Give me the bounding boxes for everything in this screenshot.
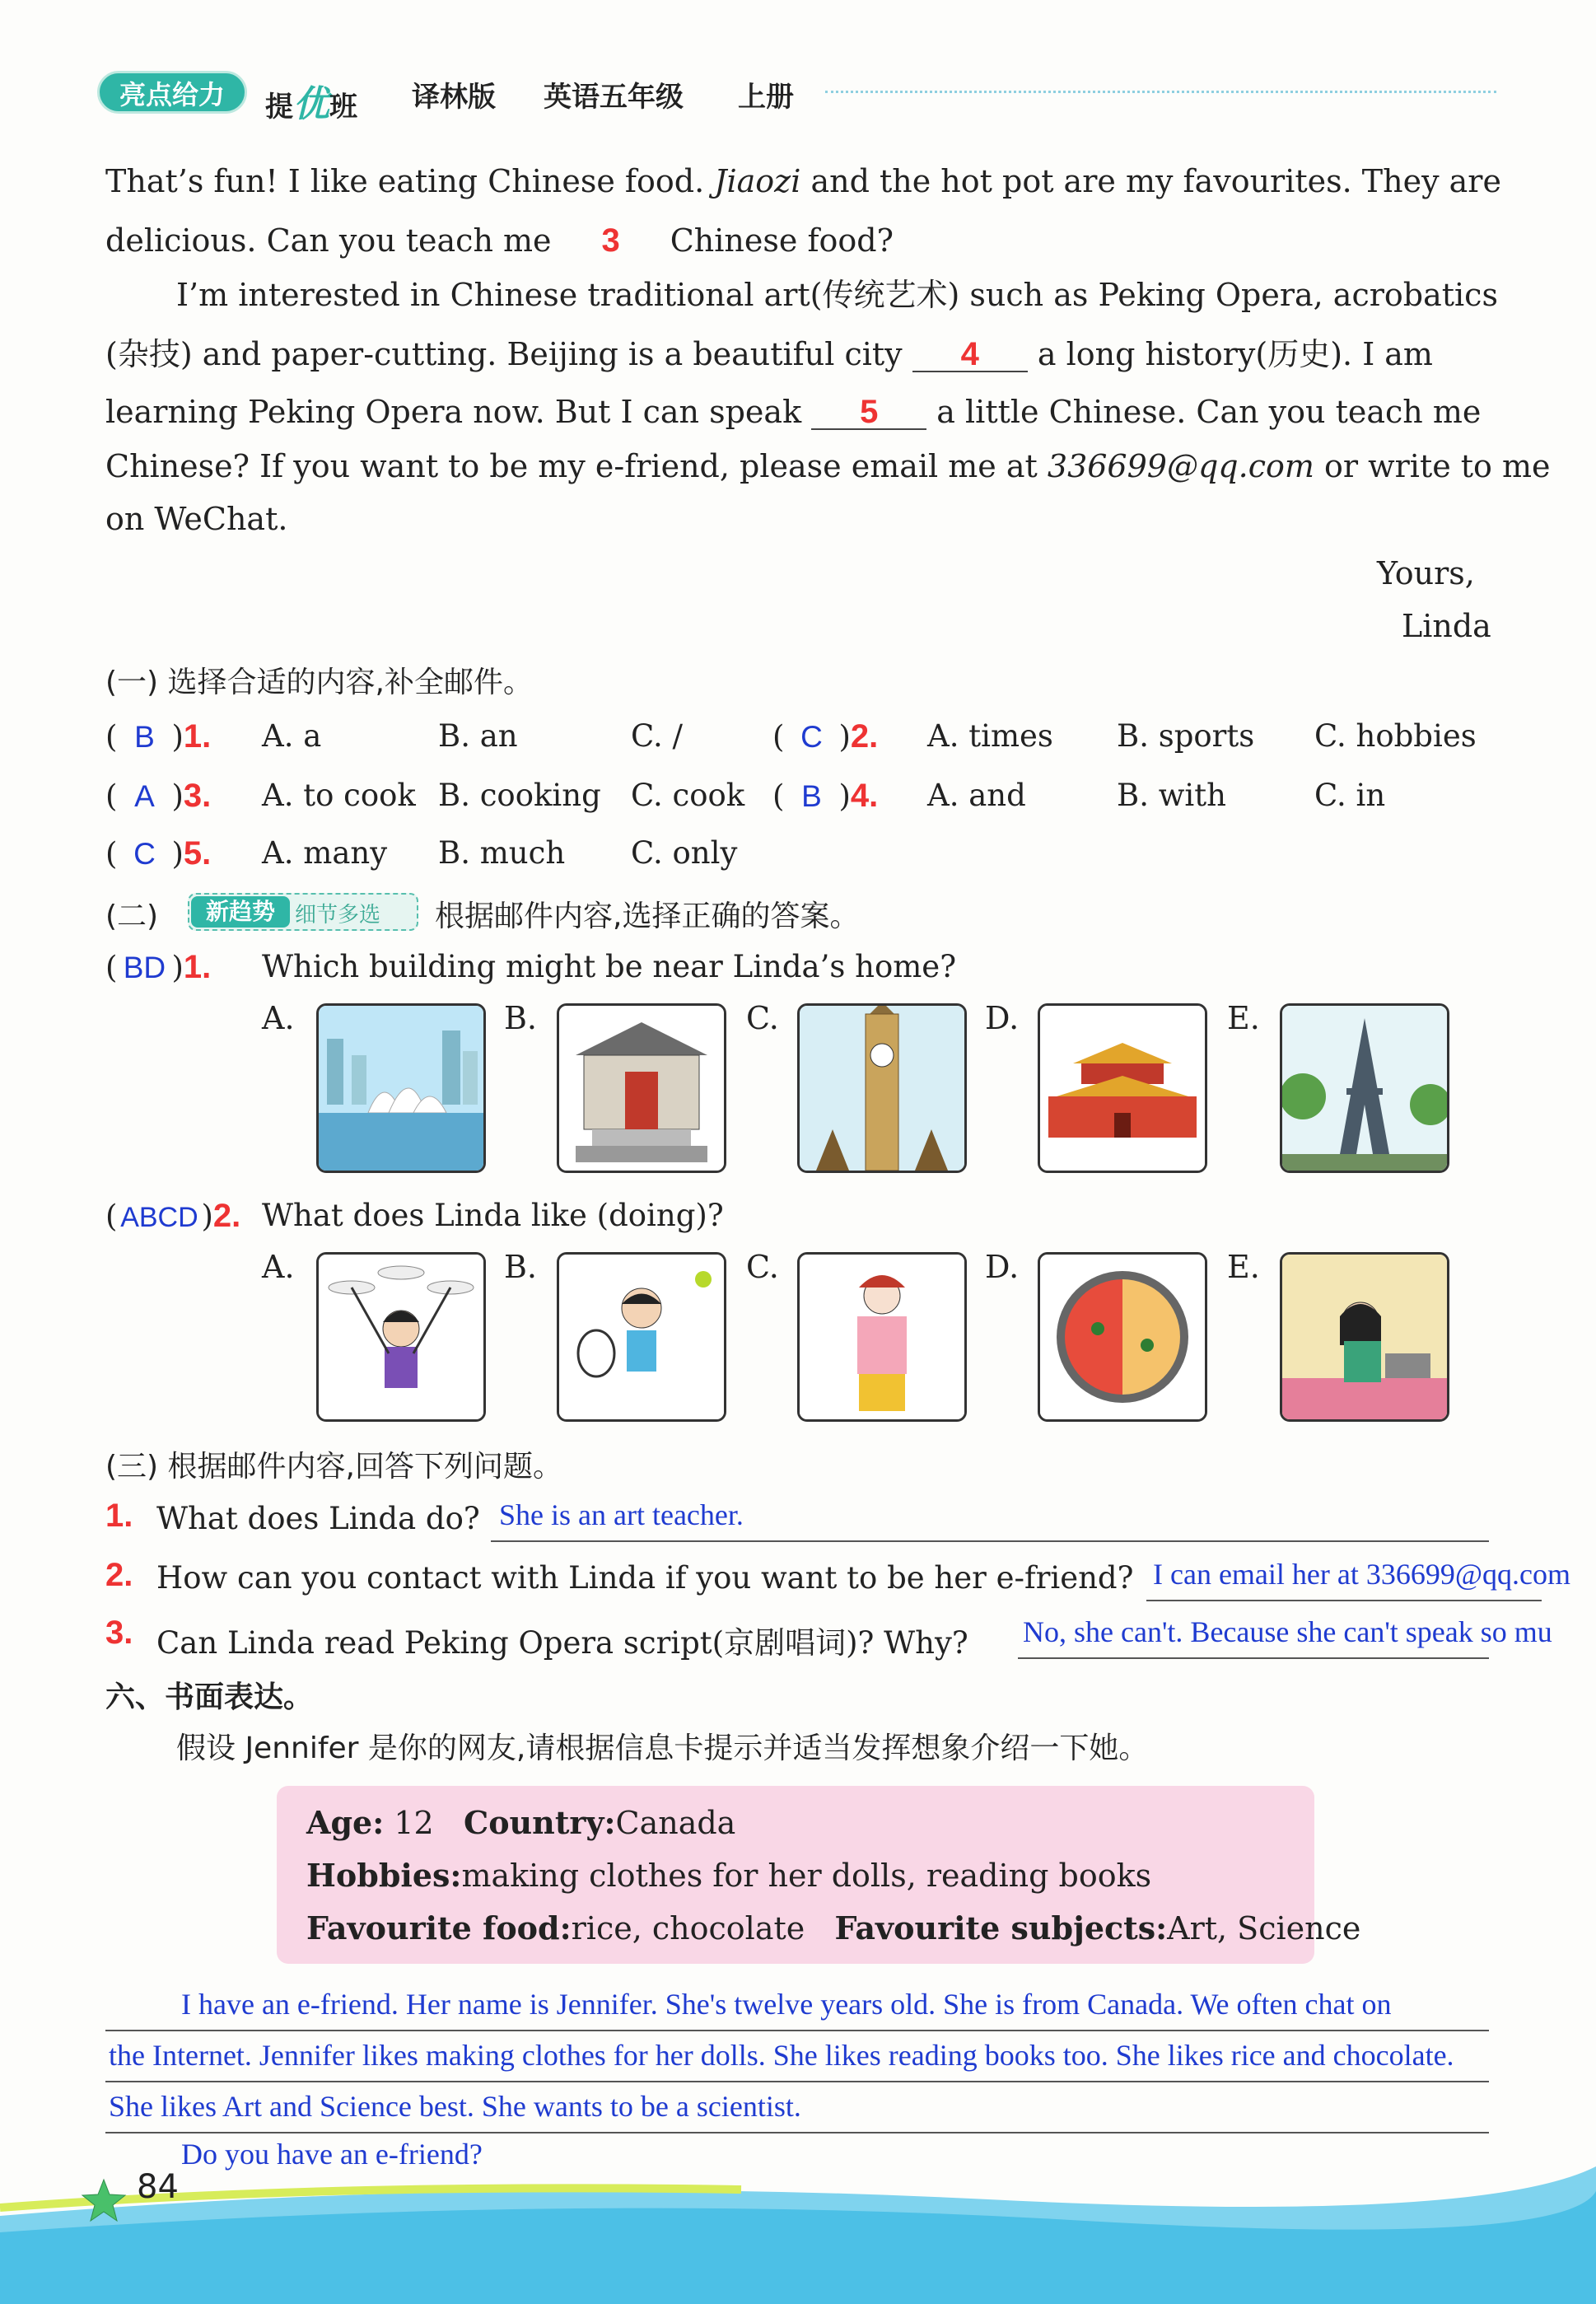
blank-4: 4 xyxy=(912,338,1028,372)
big-ben-image xyxy=(797,1003,967,1173)
option-letter: A. xyxy=(262,1249,295,1285)
part1-q1: ( B )1. xyxy=(105,718,212,755)
option-letter: E. xyxy=(1227,1249,1260,1285)
card-line-3: Favourite food:rice, chocolate Favourite subjects:Art, Science xyxy=(306,1909,1361,1946)
part3-title: (三) 根据邮件内容,回答下列问题。 xyxy=(105,1450,562,1484)
essay-line-3: She likes Art and Science best. She wants to be a scientist. xyxy=(109,2090,801,2123)
acrobatics-girl-image xyxy=(316,1252,486,1422)
page-number: 84 xyxy=(137,2168,179,2206)
part2-label: (二) xyxy=(105,900,159,933)
part3-q3-number: 3. xyxy=(105,1615,133,1651)
header-divider xyxy=(825,91,1496,93)
option-text: A. a xyxy=(262,718,322,754)
card-line-2: Hobbies:making clothes for her dolls, reading books xyxy=(306,1857,1152,1894)
part2-q2-text: What does Linda like (doing)? xyxy=(262,1198,724,1233)
option-text: B. much xyxy=(438,835,566,871)
part1-title: (一) 选择合适的内容,补全邮件。 xyxy=(105,666,533,699)
email-line-2: delicious. Can you teach me 3 Chinese food? xyxy=(105,222,894,259)
email-closing: Yours, xyxy=(1377,555,1475,591)
option-text: A. to cook xyxy=(262,778,416,813)
option-letter: B. xyxy=(504,1000,538,1036)
blank-3: 3 xyxy=(601,222,620,259)
trend-tag-sub: 细节多选 xyxy=(295,903,381,928)
hot-pot-image xyxy=(1038,1252,1207,1422)
series-badge: 亮点给力 xyxy=(97,71,247,114)
part1-q2: ( C )2. xyxy=(772,718,879,755)
option-text: C. hobbies xyxy=(1314,718,1477,754)
email-para2-line3: learning Peking Opera now. But I can speak 5 a little Chinese. Can you teach me xyxy=(105,394,1482,430)
essay-line-1: I have an e-friend. Her name is Jennifer. She's twelve years old. She is from Canada. We often chat on xyxy=(181,1988,1392,2021)
option-letter: A. xyxy=(262,1000,295,1036)
option-text: B. sports xyxy=(1117,718,1255,754)
part3-q1-answer: She is an art teacher. xyxy=(499,1498,744,1531)
part2-q1: ( BD )1. xyxy=(105,949,212,985)
part1-q5: ( C )5. xyxy=(105,835,212,872)
option-text: B. with xyxy=(1117,778,1226,813)
option-text: B. cooking xyxy=(438,778,601,813)
trend-tag-label: 新趋势 xyxy=(191,896,290,928)
email-para2-line1: I’m interested in Chinese traditional art(传统艺术) such as Peking Opera, acrobatics xyxy=(176,277,1498,313)
volume-label: 上册 xyxy=(738,81,794,114)
email-para2-line5: on WeChat. xyxy=(105,501,288,537)
part3-q2-text: How can you contact with Linda if you want to be her e-friend? xyxy=(156,1560,1134,1596)
footer-wave xyxy=(0,2142,1596,2304)
part1-q4: ( B )4. xyxy=(772,778,879,814)
star-icon xyxy=(79,2176,128,2226)
writing-line xyxy=(105,2030,1489,2031)
tiananmen-image xyxy=(1038,1003,1207,1173)
blank-5: 5 xyxy=(811,395,926,430)
option-text: C. in xyxy=(1314,778,1386,813)
answer-line xyxy=(1146,1600,1542,1601)
writing-line xyxy=(105,2081,1489,2082)
part3-q3-text: Can Linda read Peking Opera script(京剧唱词)? Why? xyxy=(156,1625,968,1661)
answer-line xyxy=(491,1540,1489,1542)
opera-house-image xyxy=(316,1003,486,1173)
email-para2-line4: Chinese? If you want to be my e-friend, please email me at 336699@qq.com or write to me xyxy=(105,448,1551,484)
eiffel-tower-image xyxy=(1280,1003,1449,1173)
option-text: B. an xyxy=(438,718,518,754)
woman-laptop-image xyxy=(1280,1252,1449,1422)
part1-q3: ( A )3. xyxy=(105,778,212,814)
email-para2-line2: (杂技) and paper-cutting. Beijing is a beautiful city 4 a long history(历史). I am xyxy=(105,336,1433,372)
part2-title: 根据邮件内容,选择正确的答案。 xyxy=(435,900,860,933)
option-text: A. many xyxy=(262,835,388,871)
essay-line-2: the Internet. Jennifer likes making clothes for her dolls. She likes reading books too. She likes rice and chocolate. xyxy=(109,2039,1454,2072)
edition-label: 译林版 xyxy=(412,81,496,114)
option-letter: B. xyxy=(504,1249,538,1285)
option-text: A. and xyxy=(927,778,1026,813)
option-letter: C. xyxy=(746,1000,779,1036)
part3-q1-number: 1. xyxy=(105,1498,133,1534)
card-line-1: Age: 12 Country:Canada xyxy=(306,1804,736,1841)
part6-prompt: 假设 Jennifer 是你的网友,请根据信息卡提示并适当发挥想象介绍一下她。 xyxy=(176,1732,1149,1765)
option-text: A. times xyxy=(927,718,1053,754)
peking-opera-image xyxy=(797,1252,967,1422)
writing-line xyxy=(105,2132,1489,2133)
part2-q2: ( ABCD )2. xyxy=(105,1198,241,1234)
essay-line-4: Do you have an e-friend? xyxy=(181,2138,483,2171)
part3-q2-number: 2. xyxy=(105,1557,133,1593)
part2-q1-text: Which building might be near Linda’s home? xyxy=(262,949,957,984)
part6-title: 六、书面表达。 xyxy=(105,1680,314,1714)
part3-q2-answer: I can email her at 336699@qq.com xyxy=(1153,1558,1570,1591)
tennis-girl-image xyxy=(557,1252,726,1422)
option-text: C. cook xyxy=(631,778,745,813)
email-line-1: That’s fun! I like eating Chinese food. Jiaozi and the hot pot are my favourites. They are xyxy=(105,163,1501,199)
option-letter: D. xyxy=(985,1249,1020,1285)
grade-label: 英语五年级 xyxy=(544,81,684,114)
answer-line xyxy=(1018,1657,1489,1659)
part3-q3-answer: No, she can't. Because she can't speak so mu xyxy=(1023,1615,1552,1648)
option-letter: C. xyxy=(746,1249,779,1285)
book-title: 提优班 xyxy=(265,83,357,125)
siheyuan-image xyxy=(557,1003,726,1173)
option-text: C. / xyxy=(631,718,683,754)
email-signature: Linda xyxy=(1402,608,1491,644)
option-text: C. only xyxy=(631,835,738,871)
option-letter: E. xyxy=(1227,1000,1260,1036)
option-letter: D. xyxy=(985,1000,1020,1036)
part3-q1-text: What does Linda do? xyxy=(156,1501,480,1536)
